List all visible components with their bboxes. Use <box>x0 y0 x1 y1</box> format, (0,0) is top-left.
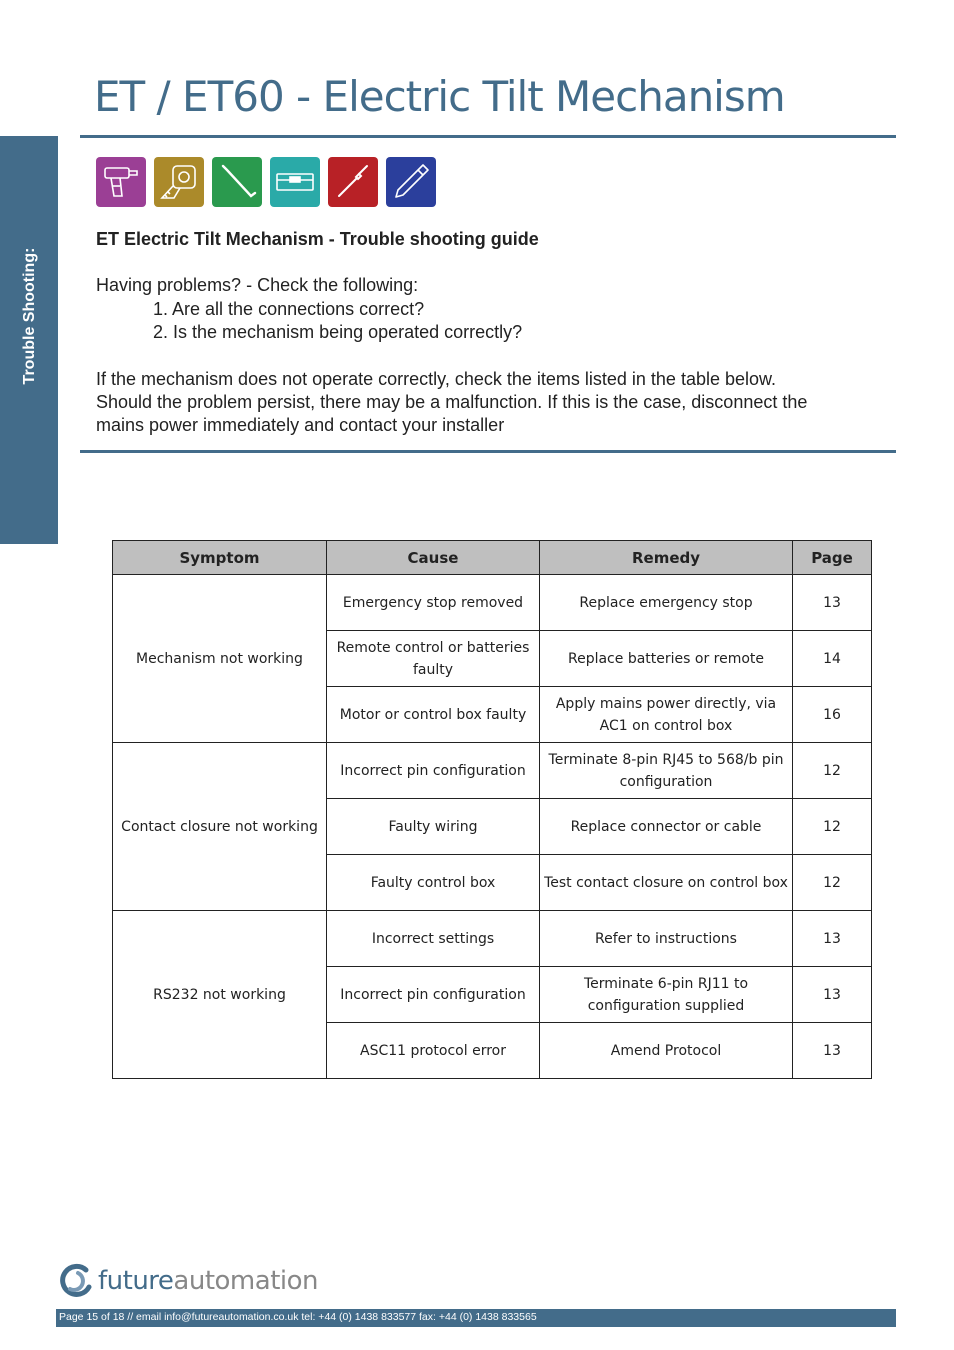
remedy-cell: Amend Protocol <box>540 1023 793 1079</box>
side-tab <box>0 136 58 544</box>
swirl-logo-icon <box>56 1262 94 1300</box>
table-row <box>113 575 872 631</box>
page-cell: 12 <box>793 855 872 911</box>
title-divider <box>80 135 896 138</box>
remedy-cell: Terminate 6-pin RJ11 to configuration supplied <box>540 967 793 1023</box>
page-cell: 13 <box>793 911 872 967</box>
remedy-cell: Terminate 8-pin RJ45 to 568/b pin configuration <box>540 743 793 799</box>
logo-text <box>98 1266 318 1296</box>
intro-section <box>96 228 886 438</box>
cause-cell: ASC11 protocol error <box>327 1023 540 1079</box>
intro-paragraph-line-3: mains power immediately and contact your installer <box>96 415 505 436</box>
intro-heading: ET Electric Tilt Mechanism - Trouble shooting guide <box>96 229 539 249</box>
check-item-1: 1. Are all the connections correct? <box>153 298 425 319</box>
check-item-2: 2. Is the mechanism being operated correctly? <box>153 322 523 343</box>
cause-cell: Emergency stop removed <box>327 575 540 631</box>
remedy-cell: Apply mains power directly, via AC1 on control box <box>540 687 793 743</box>
troubleshooting-table <box>112 540 872 1079</box>
remedy-cell: Refer to instructions <box>540 911 793 967</box>
tape-measure-icon <box>154 157 204 207</box>
footer-bar <box>56 1309 896 1327</box>
symptom-cell: RS232 not working <box>113 911 327 1079</box>
intro-paragraph-line-1: If the mechanism does not operate correctly, check the items listed in the table below. <box>96 368 777 389</box>
page-cell: 13 <box>793 575 872 631</box>
check-intro: Having problems? - Check the following: <box>96 275 419 296</box>
header-symptom: Symptom <box>113 541 327 575</box>
symptom-cell: Mechanism not working <box>113 575 327 743</box>
toolbox-icon <box>270 157 320 207</box>
tool-icons <box>96 157 436 207</box>
cause-cell: Faulty control box <box>327 855 540 911</box>
table-row <box>113 743 872 799</box>
remedy-cell: Replace connector or cable <box>540 799 793 855</box>
header-cause: Cause <box>327 541 540 575</box>
side-tab-label: Trouble Shooting: <box>21 247 38 385</box>
remedy-cell: Test contact closure on control box <box>540 855 793 911</box>
pencil-icon <box>386 157 436 207</box>
cause-cell: Faulty wiring <box>327 799 540 855</box>
cause-cell: Incorrect pin configuration <box>327 743 540 799</box>
cause-cell: Motor or control box faulty <box>327 687 540 743</box>
page-title: ET / ET60 - Electric Tilt Mechanism <box>94 72 785 121</box>
table-row <box>113 911 872 967</box>
table-header-row <box>113 541 872 575</box>
logo-text-future: future <box>98 1266 174 1296</box>
remedy-cell: Replace emergency stop <box>540 575 793 631</box>
logo-text-automation: automation <box>173 1266 318 1296</box>
page-cell: 12 <box>793 799 872 855</box>
allen-key-icon <box>212 157 262 207</box>
symptom-cell: Contact closure not working <box>113 743 327 911</box>
remedy-cell: Replace batteries or remote <box>540 631 793 687</box>
page-cell: 12 <box>793 743 872 799</box>
drill-icon <box>96 157 146 207</box>
header-page: Page <box>793 541 872 575</box>
header-remedy: Remedy <box>540 541 793 575</box>
page-cell: 16 <box>793 687 872 743</box>
page-cell: 13 <box>793 1023 872 1079</box>
cause-cell: Incorrect pin configuration <box>327 967 540 1023</box>
screwdriver-icon <box>328 157 378 207</box>
page-cell: 13 <box>793 967 872 1023</box>
footer-text: Page 15 of 18 // email info@futureautomation.co.uk tel: +44 (0) 1438 833577 fax: +44 (0) 1438 833565 <box>59 1311 537 1323</box>
page-cell: 14 <box>793 631 872 687</box>
intro-paragraph-line-2: Should the problem persist, there may be a malfunction. If this is the case, disconnect the <box>96 392 808 413</box>
intro-divider <box>80 450 896 453</box>
cause-cell: Remote control or batteries faulty <box>327 631 540 687</box>
company-logo <box>56 1262 318 1300</box>
cause-cell: Incorrect settings <box>327 911 540 967</box>
